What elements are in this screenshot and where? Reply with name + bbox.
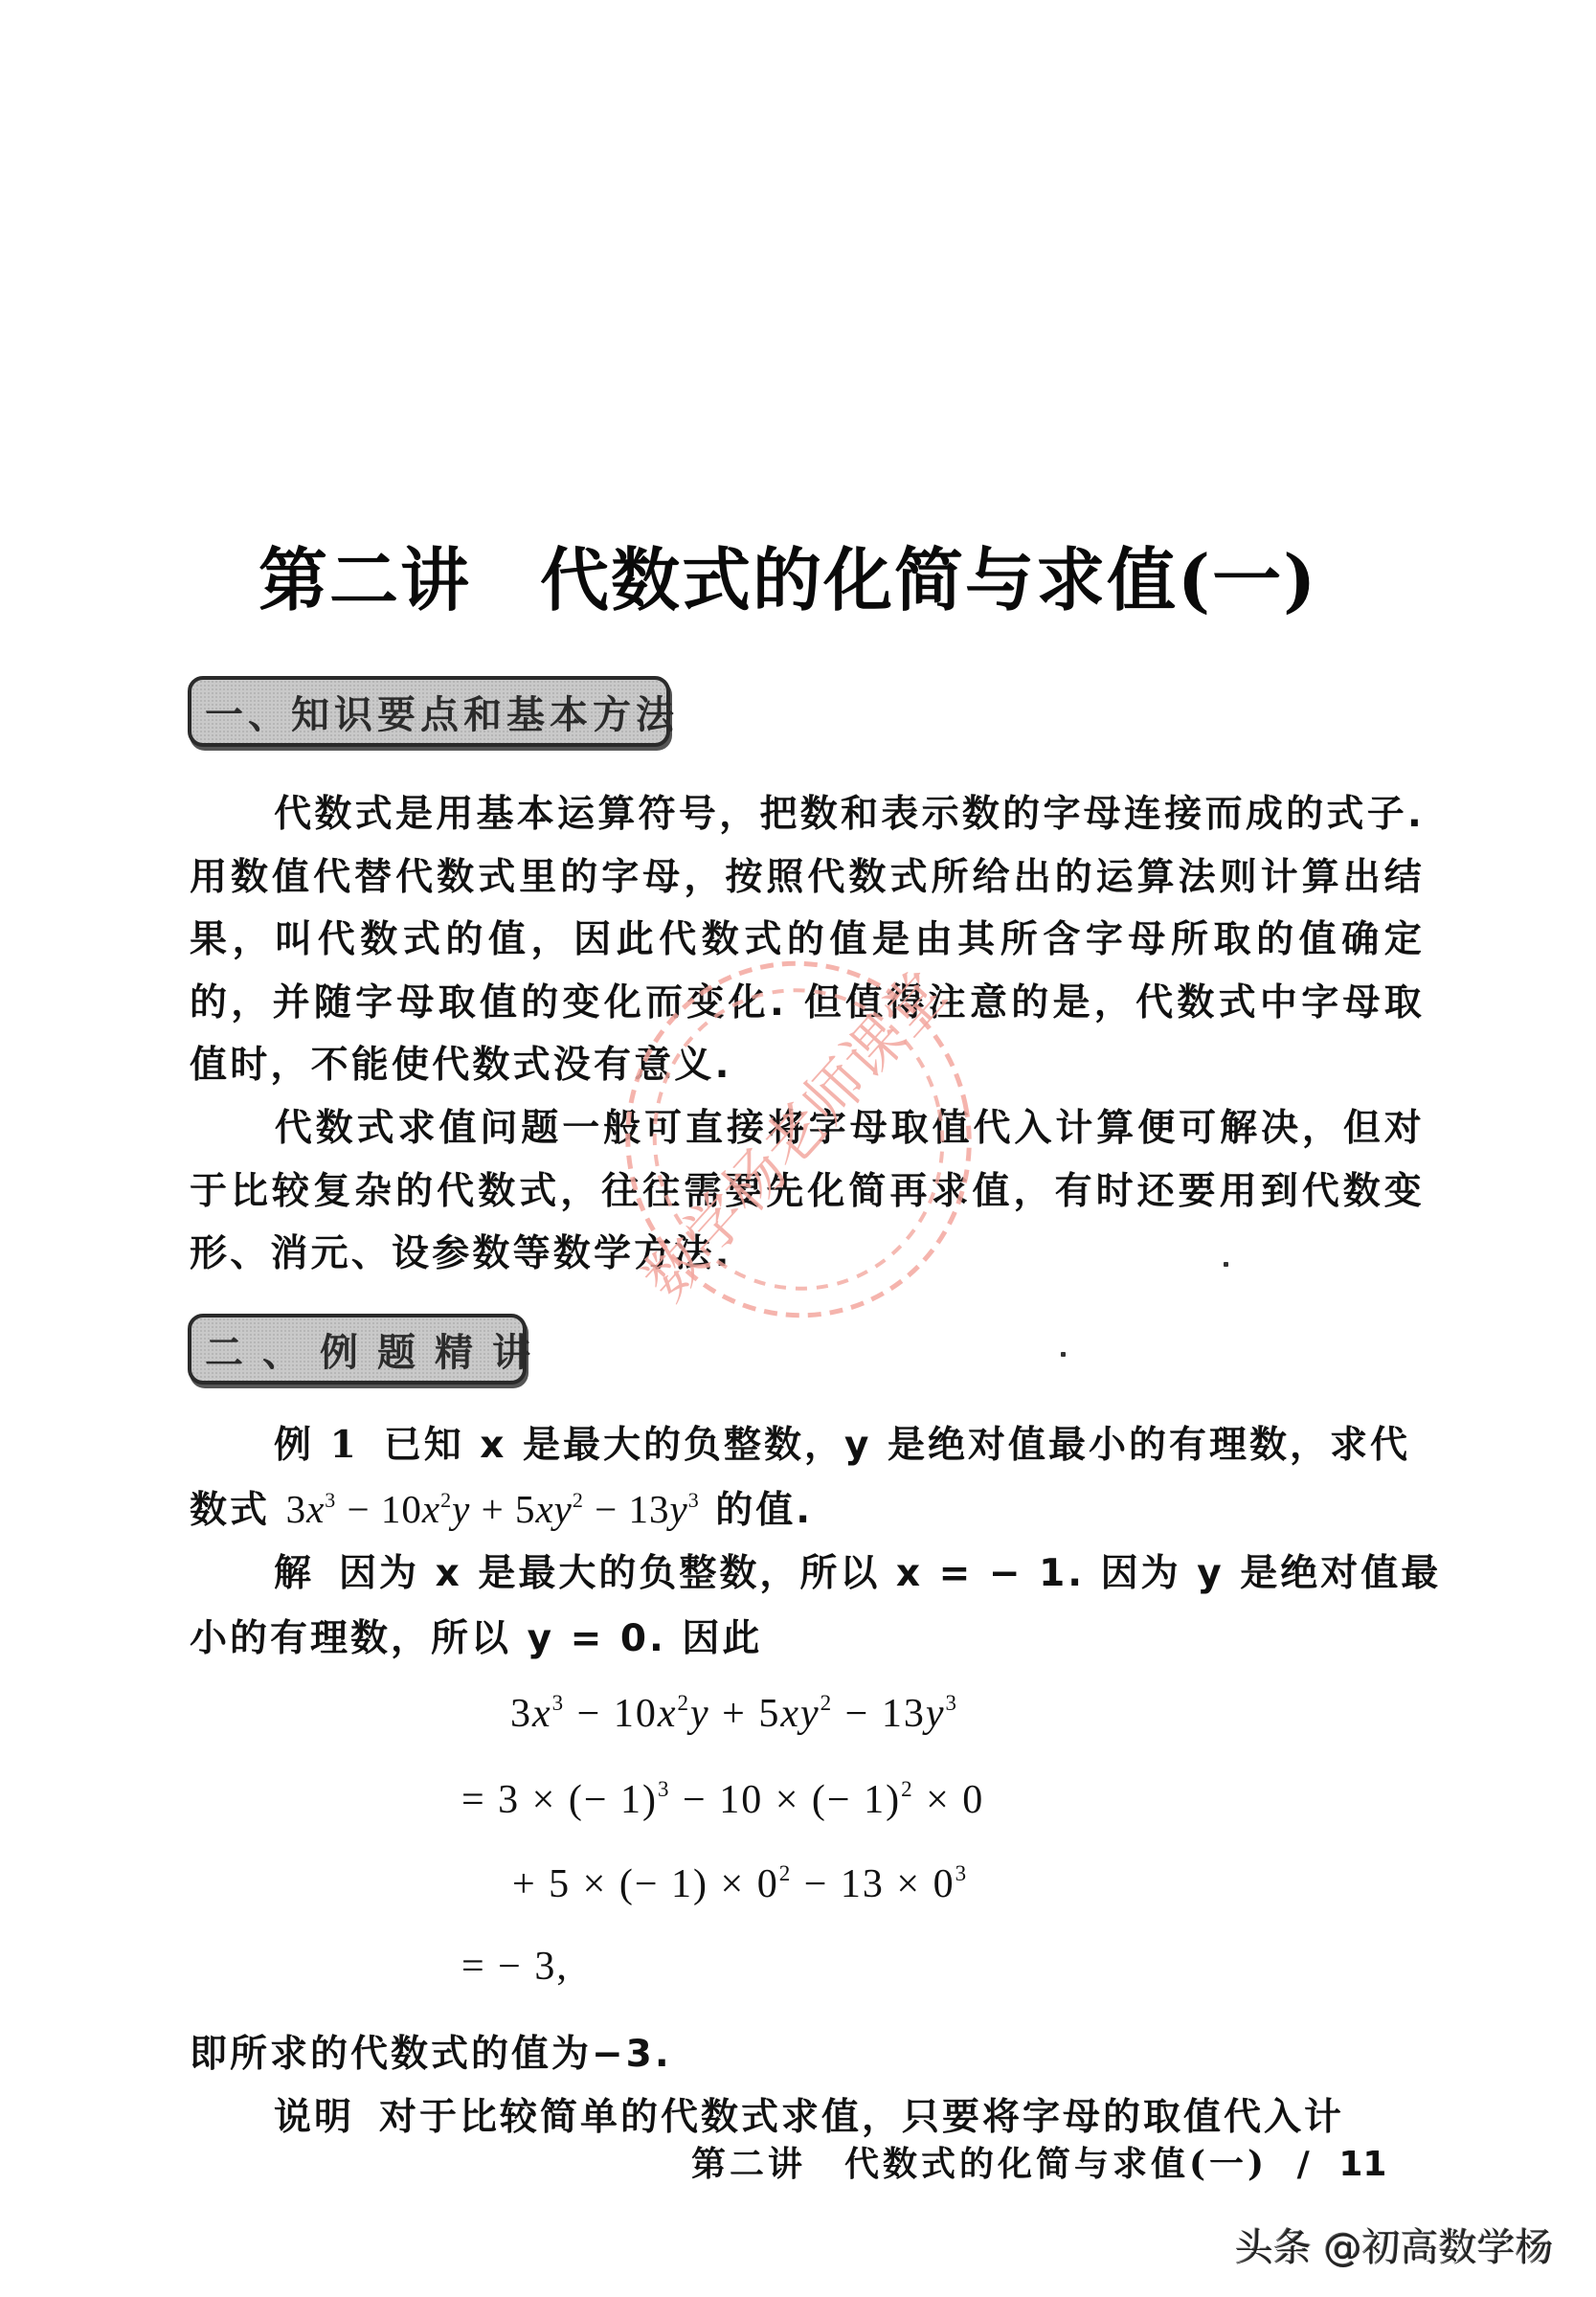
stamp-watermark-text: 数学杨老师课堂 [629,957,960,1315]
conclusion-line: 即所求的代数式的值为−3. [190,2033,672,2076]
solution-line-1: 解 因为 x 是最大的负整数，所以 x = − 1. 因为 y 是绝对值最 [274,1551,1442,1595]
scan-speck [1224,1262,1228,1267]
derivation-step-4: = − 3, [461,1945,569,1989]
solution-line-2: 小的有理数，所以 y = 0. 因此 [190,1617,763,1660]
note-label: 说明 [274,2095,355,2139]
derivation-step-2: = 3 × (− 1)$^3$ − 10 × (− 1)$^2$ × 0 [461,1777,985,1822]
chapter-lecture-number: 第二讲 [259,539,472,620]
chapter-title-text: 代数式的化简与求值(一) [540,539,1318,620]
footer-separator: / [1296,2145,1310,2184]
footer-lecture: 第二讲 [691,2144,807,2184]
footer-title: 代数式的化简与求值(一) [844,2144,1269,2184]
section-heading-examples [188,1314,550,1385]
solution-label: 解 [274,1551,315,1595]
derivation-step-1: $3x^3 - 10x^2y + 5xy^2 - 13y^3$ [510,1691,958,1736]
section-heading-knowledge [188,676,679,747]
note-line: 说明 对于比较简单的代数式求值，只要将字母的取值代入计 [274,2095,1345,2139]
section-heading-label: 二、例题精讲 [205,1330,550,1375]
example-expression: $3x^3 - 10x^2y + 5xy^2 - 13y^3$ [285,1487,700,1531]
knowledge-paragraph-1: 代数式是用基本运算符号，把数和表示数的字母连接而成的式子. 用数值代替代数式里的字母，按照代数式所给出的运算法则计算出结果，叫代数式的值，因此代数式的值是由其所含字母所取的值确定的，并随字母取值的变化而变化. 但值得注意的是，代数式中字母取值时，不能使代数式没有意义. [190,793,1425,1087]
source-attribution: 头条 @初高数学杨 [1235,2226,1554,2270]
example-label: 例 1 [274,1423,359,1467]
chapter-title [259,525,1360,624]
running-footer [691,2137,1386,2186]
page-number: 11 [1338,2145,1387,2184]
example-1-problem-line-1 [190,1415,1425,1469]
scan-speck [1061,1352,1066,1357]
example-1-problem-line-2: 数式 $3x^3 - 10x^2y + 5xy^2 - 13y^3$ 的值. [190,1487,814,1532]
example-problem-text: 已知 x 是最大的负整数，y 是绝对值最小的有理数，求代 [383,1424,1411,1467]
section-heading-label: 一、知识要点和基本方法 [205,692,679,737]
knowledge-paragraph-2: 代数式求值问题一般可直接将字母取值代入计算便可解决，但对于比较复杂的代数式，往往需要先化简再求值，有时还要用到代数变形、消元、设参数等数学方法. [190,1107,1425,1275]
derivation-step-3: + 5 × (− $1) \times 0^2 - 13 \times 0^3$ [512,1861,969,1906]
